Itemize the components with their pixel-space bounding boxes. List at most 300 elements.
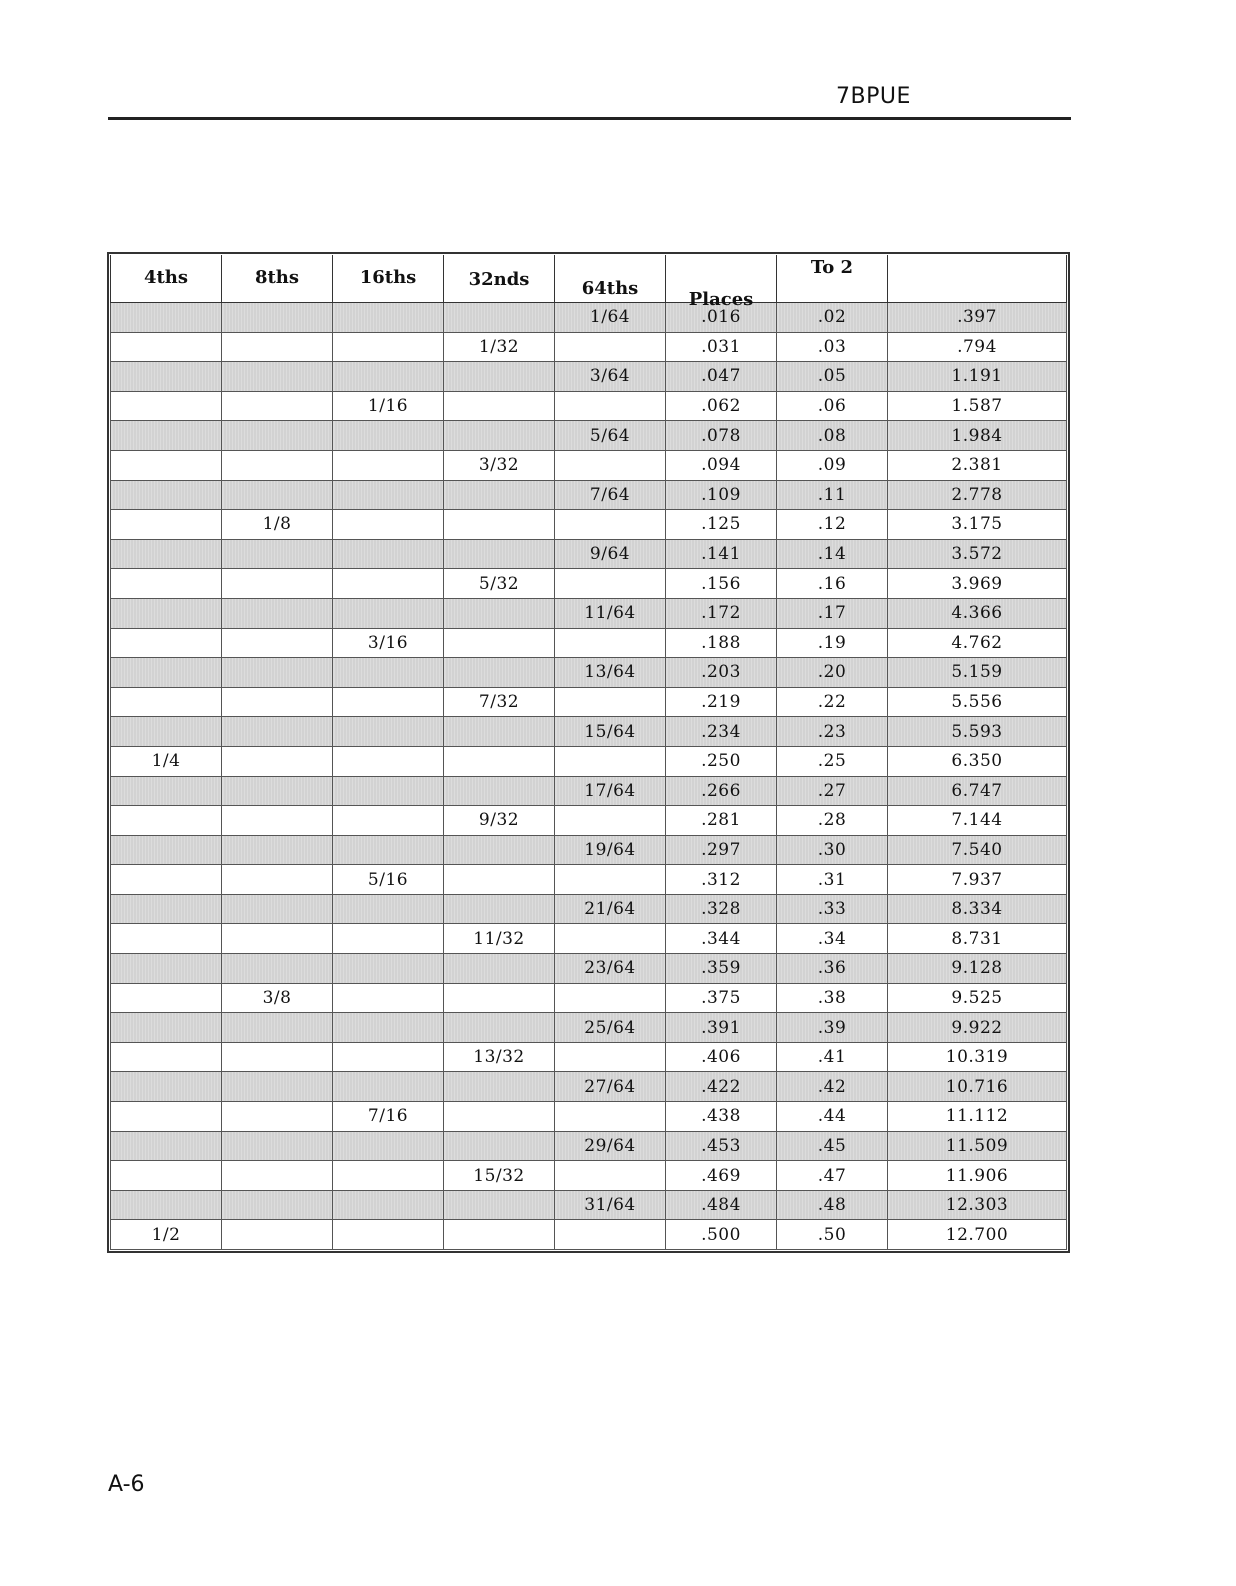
table-cell — [444, 510, 555, 540]
table-cell — [555, 924, 666, 954]
table-cell — [222, 776, 333, 806]
table-row — [111, 1161, 1067, 1191]
table-cell — [111, 894, 222, 924]
table-header-row — [111, 255, 1067, 303]
table-cell: 2.778 — [888, 480, 1067, 510]
table-cell — [333, 1190, 444, 1220]
table-cell — [222, 806, 333, 836]
table-cell — [333, 924, 444, 954]
table-cell — [444, 954, 555, 984]
table-cell: 9/32 — [444, 806, 555, 836]
table-cell: 7.937 — [888, 865, 1067, 895]
table-cell — [333, 539, 444, 569]
table-cell: .33 — [777, 894, 888, 924]
table-cell: 31/64 — [555, 1190, 666, 1220]
table-cell — [333, 954, 444, 984]
table-cell: .44 — [777, 1102, 888, 1132]
table-cell: 5/64 — [555, 421, 666, 451]
table-cell — [222, 1220, 333, 1250]
table-cell — [222, 450, 333, 480]
table-row — [111, 539, 1067, 569]
table-cell: .484 — [666, 1190, 777, 1220]
table-cell — [444, 362, 555, 392]
table-cell: .397 — [888, 303, 1067, 333]
table-cell: .453 — [666, 1131, 777, 1161]
table-row — [111, 717, 1067, 747]
table-cell — [444, 303, 555, 333]
table-cell: .266 — [666, 776, 777, 806]
table-cell — [333, 658, 444, 688]
table-cell: .45 — [777, 1131, 888, 1161]
table-cell: 1.984 — [888, 421, 1067, 451]
table-cell: 1/8 — [222, 510, 333, 540]
table-cell: .23 — [777, 717, 888, 747]
table-cell: .47 — [777, 1161, 888, 1191]
header-8ths: 8ths — [222, 255, 333, 303]
table-cell — [111, 569, 222, 599]
table-cell — [222, 539, 333, 569]
table-cell: .08 — [777, 421, 888, 451]
table-cell — [333, 835, 444, 865]
table-cell — [111, 628, 222, 658]
table-cell — [555, 332, 666, 362]
table-row — [111, 983, 1067, 1013]
table-cell: 11.906 — [888, 1161, 1067, 1191]
fraction-decimal-conversion-table — [110, 255, 1067, 1250]
table-cell — [111, 835, 222, 865]
header-to-2: To 2 — [777, 255, 888, 303]
table-cell: 12.303 — [888, 1190, 1067, 1220]
page-number-label: A-6 — [108, 1472, 145, 1497]
table-cell — [444, 717, 555, 747]
table-cell: 3/16 — [333, 628, 444, 658]
table-cell: .469 — [666, 1161, 777, 1191]
table-cell: 15/32 — [444, 1161, 555, 1191]
table-cell: 5/16 — [333, 865, 444, 895]
table-cell: .078 — [666, 421, 777, 451]
table-row — [111, 450, 1067, 480]
table-cell: 3/8 — [222, 983, 333, 1013]
table-cell — [222, 1131, 333, 1161]
table-cell: 21/64 — [555, 894, 666, 924]
table-cell — [222, 717, 333, 747]
table-cell — [444, 628, 555, 658]
table-cell: 5.556 — [888, 687, 1067, 717]
table-cell — [555, 569, 666, 599]
table-row — [111, 1220, 1067, 1250]
table-cell: 8.731 — [888, 924, 1067, 954]
table-cell — [333, 303, 444, 333]
table-cell — [444, 894, 555, 924]
table-cell: 7/64 — [555, 480, 666, 510]
table-cell: .31 — [777, 865, 888, 895]
table-cell — [222, 954, 333, 984]
table-cell: .359 — [666, 954, 777, 984]
table-cell — [222, 1190, 333, 1220]
table-cell: .794 — [888, 332, 1067, 362]
table-cell — [555, 1042, 666, 1072]
table-cell — [111, 362, 222, 392]
table-cell — [111, 658, 222, 688]
table-cell: .219 — [666, 687, 777, 717]
table-cell: .188 — [666, 628, 777, 658]
table-cell: 1/32 — [444, 332, 555, 362]
table-cell: .344 — [666, 924, 777, 954]
table-row — [111, 865, 1067, 895]
table-cell: 1.587 — [888, 391, 1067, 421]
table-cell: .16 — [777, 569, 888, 599]
table-cell — [333, 1042, 444, 1072]
table-cell — [444, 658, 555, 688]
table-cell: 10.319 — [888, 1042, 1067, 1072]
table-cell — [555, 1102, 666, 1132]
table-cell — [222, 865, 333, 895]
table-cell: 7.144 — [888, 806, 1067, 836]
table-cell — [333, 450, 444, 480]
table-cell: 7/32 — [444, 687, 555, 717]
table-cell: .109 — [666, 480, 777, 510]
table-row — [111, 658, 1067, 688]
table-cell: 1/16 — [333, 391, 444, 421]
table-cell: 4.762 — [888, 628, 1067, 658]
table-cell: 3/32 — [444, 450, 555, 480]
table-cell — [333, 480, 444, 510]
table-cell: .391 — [666, 1013, 777, 1043]
table-cell: .11 — [777, 480, 888, 510]
table-cell: 12.700 — [888, 1220, 1067, 1250]
table-cell: .047 — [666, 362, 777, 392]
table-cell: 13/32 — [444, 1042, 555, 1072]
table-cell — [555, 1220, 666, 1250]
table-row — [111, 1131, 1067, 1161]
table-cell — [222, 1042, 333, 1072]
table-cell: .02 — [777, 303, 888, 333]
table-cell — [111, 717, 222, 747]
table-row — [111, 628, 1067, 658]
table-cell — [111, 421, 222, 451]
table-cell: .27 — [777, 776, 888, 806]
table-cell: .50 — [777, 1220, 888, 1250]
table-cell — [222, 746, 333, 776]
table-cell — [333, 1072, 444, 1102]
table-cell: 7.540 — [888, 835, 1067, 865]
table-row — [111, 924, 1067, 954]
table-cell — [444, 865, 555, 895]
table-row — [111, 421, 1067, 451]
table-cell: .30 — [777, 835, 888, 865]
table-row — [111, 1042, 1067, 1072]
table-cell: .22 — [777, 687, 888, 717]
table-cell — [444, 391, 555, 421]
table-cell: 5.159 — [888, 658, 1067, 688]
table-row — [111, 598, 1067, 628]
table-cell: 6.747 — [888, 776, 1067, 806]
table-cell: .297 — [666, 835, 777, 865]
table-cell — [222, 894, 333, 924]
header-64ths: 64ths — [555, 255, 666, 303]
header-16ths: 16ths — [333, 255, 444, 303]
table-cell — [444, 1190, 555, 1220]
table-cell — [555, 391, 666, 421]
conversion-table-frame — [107, 252, 1070, 1253]
table-cell — [444, 1072, 555, 1102]
table-cell: .312 — [666, 865, 777, 895]
table-cell — [111, 450, 222, 480]
header-4ths: 4ths — [111, 255, 222, 303]
table-cell — [222, 569, 333, 599]
table-cell — [333, 1013, 444, 1043]
table-cell: .281 — [666, 806, 777, 836]
table-cell: .20 — [777, 658, 888, 688]
table-cell — [444, 421, 555, 451]
table-cell: 1.191 — [888, 362, 1067, 392]
table-cell — [333, 776, 444, 806]
table-cell — [333, 332, 444, 362]
table-cell: .09 — [777, 450, 888, 480]
table-cell — [444, 835, 555, 865]
table-cell — [333, 1220, 444, 1250]
table-cell: .05 — [777, 362, 888, 392]
table-cell: .500 — [666, 1220, 777, 1250]
table-cell — [222, 1013, 333, 1043]
table-cell — [222, 480, 333, 510]
table-cell: 3.175 — [888, 510, 1067, 540]
table-row — [111, 806, 1067, 836]
table-cell: .03 — [777, 332, 888, 362]
table-cell — [111, 806, 222, 836]
table-cell — [111, 1013, 222, 1043]
table-cell: .34 — [777, 924, 888, 954]
table-cell — [222, 598, 333, 628]
table-cell: 25/64 — [555, 1013, 666, 1043]
table-cell: .062 — [666, 391, 777, 421]
table-cell — [333, 806, 444, 836]
table-row — [111, 569, 1067, 599]
table-row — [111, 510, 1067, 540]
table-cell: 17/64 — [555, 776, 666, 806]
table-cell: 8.334 — [888, 894, 1067, 924]
table-row — [111, 746, 1067, 776]
table-cell: .28 — [777, 806, 888, 836]
table-cell: 2.381 — [888, 450, 1067, 480]
table-cell — [555, 628, 666, 658]
table-cell — [111, 1102, 222, 1132]
table-cell: .06 — [777, 391, 888, 421]
table-cell: 9.922 — [888, 1013, 1067, 1043]
table-cell — [444, 1102, 555, 1132]
table-row — [111, 687, 1067, 717]
table-cell — [222, 628, 333, 658]
table-cell — [333, 746, 444, 776]
table-cell: 3.969 — [888, 569, 1067, 599]
table-row — [111, 1190, 1067, 1220]
table-cell — [333, 894, 444, 924]
table-cell: 1/4 — [111, 746, 222, 776]
table-cell: .203 — [666, 658, 777, 688]
table-cell — [111, 1072, 222, 1102]
table-cell — [111, 391, 222, 421]
table-cell — [333, 1161, 444, 1191]
table-cell: .172 — [666, 598, 777, 628]
table-cell: .234 — [666, 717, 777, 747]
table-cell — [444, 776, 555, 806]
table-cell: 1/2 — [111, 1220, 222, 1250]
table-cell — [111, 332, 222, 362]
table-row — [111, 954, 1067, 984]
table-cell: 11/32 — [444, 924, 555, 954]
table-row — [111, 391, 1067, 421]
table-cell — [555, 865, 666, 895]
table-row — [111, 776, 1067, 806]
header-32nds: 32nds — [444, 255, 555, 303]
table-cell — [555, 687, 666, 717]
table-cell: .094 — [666, 450, 777, 480]
table-cell — [333, 1131, 444, 1161]
table-cell — [333, 687, 444, 717]
table-cell: .156 — [666, 569, 777, 599]
header-rule — [108, 117, 1071, 120]
table-cell — [222, 391, 333, 421]
header-places: Places — [666, 255, 777, 303]
table-cell — [444, 1013, 555, 1043]
table-cell: .12 — [777, 510, 888, 540]
table-row — [111, 362, 1067, 392]
table-cell: .17 — [777, 598, 888, 628]
table-cell: 19/64 — [555, 835, 666, 865]
table-row — [111, 894, 1067, 924]
table-cell: .438 — [666, 1102, 777, 1132]
table-cell — [222, 1161, 333, 1191]
table-cell — [333, 598, 444, 628]
table-cell: 23/64 — [555, 954, 666, 984]
table-cell — [111, 924, 222, 954]
page-header-title: 7BPUE — [836, 84, 911, 109]
table-cell: 5/32 — [444, 569, 555, 599]
table-cell: .36 — [777, 954, 888, 984]
table-cell: .328 — [666, 894, 777, 924]
table-cell — [444, 1220, 555, 1250]
table-cell: .39 — [777, 1013, 888, 1043]
table-row — [111, 1102, 1067, 1132]
table-cell: 27/64 — [555, 1072, 666, 1102]
table-cell: 29/64 — [555, 1131, 666, 1161]
table-row — [111, 303, 1067, 333]
table-cell — [333, 362, 444, 392]
table-cell — [555, 806, 666, 836]
table-cell: 5.593 — [888, 717, 1067, 747]
table-cell: .422 — [666, 1072, 777, 1102]
table-cell — [222, 303, 333, 333]
table-cell — [111, 983, 222, 1013]
table-cell — [111, 687, 222, 717]
table-cell — [111, 480, 222, 510]
table-cell — [444, 983, 555, 1013]
table-cell: .25 — [777, 746, 888, 776]
table-cell — [111, 1131, 222, 1161]
table-row — [111, 480, 1067, 510]
table-cell: 1/64 — [555, 303, 666, 333]
table-cell — [111, 510, 222, 540]
table-cell — [555, 510, 666, 540]
table-cell — [222, 658, 333, 688]
table-cell — [555, 746, 666, 776]
table-row — [111, 1072, 1067, 1102]
table-cell — [333, 421, 444, 451]
table-cell — [333, 569, 444, 599]
table-cell — [222, 1072, 333, 1102]
table-cell — [111, 598, 222, 628]
table-row — [111, 835, 1067, 865]
table-cell — [222, 835, 333, 865]
table-cell: 15/64 — [555, 717, 666, 747]
table-cell — [444, 539, 555, 569]
table-cell — [222, 362, 333, 392]
table-cell: .38 — [777, 983, 888, 1013]
table-cell: .141 — [666, 539, 777, 569]
table-cell: .19 — [777, 628, 888, 658]
table-cell: .016 — [666, 303, 777, 333]
table-cell: 9.525 — [888, 983, 1067, 1013]
table-cell: .41 — [777, 1042, 888, 1072]
table-cell — [111, 954, 222, 984]
table-cell: 11.509 — [888, 1131, 1067, 1161]
table-cell — [111, 776, 222, 806]
table-cell: .250 — [666, 746, 777, 776]
table-cell: 4.366 — [888, 598, 1067, 628]
table-cell — [444, 480, 555, 510]
table-cell — [222, 687, 333, 717]
table-cell — [555, 450, 666, 480]
table-cell — [111, 1042, 222, 1072]
table-cell — [333, 983, 444, 1013]
table-cell: .375 — [666, 983, 777, 1013]
table-cell — [111, 865, 222, 895]
header-blank — [888, 255, 1067, 303]
table-cell — [444, 1131, 555, 1161]
table-cell: .14 — [777, 539, 888, 569]
table-cell: 6.350 — [888, 746, 1067, 776]
table-cell — [111, 303, 222, 333]
table-cell — [111, 539, 222, 569]
table-cell: 3.572 — [888, 539, 1067, 569]
table-cell — [333, 510, 444, 540]
table-cell: .48 — [777, 1190, 888, 1220]
table-cell — [333, 717, 444, 747]
table-cell — [111, 1190, 222, 1220]
table-cell — [111, 1161, 222, 1191]
table-cell: .42 — [777, 1072, 888, 1102]
table-cell — [222, 1102, 333, 1132]
table-cell: 11.112 — [888, 1102, 1067, 1132]
table-cell: 3/64 — [555, 362, 666, 392]
table-cell — [222, 421, 333, 451]
table-cell — [444, 598, 555, 628]
table-row — [111, 332, 1067, 362]
table-cell — [222, 332, 333, 362]
table-cell: .125 — [666, 510, 777, 540]
table-cell: 9/64 — [555, 539, 666, 569]
table-body — [111, 303, 1067, 1250]
table-cell — [222, 924, 333, 954]
table-cell: 13/64 — [555, 658, 666, 688]
table-cell: .406 — [666, 1042, 777, 1072]
table-cell: 7/16 — [333, 1102, 444, 1132]
table-cell — [555, 983, 666, 1013]
table-cell — [444, 746, 555, 776]
table-row — [111, 1013, 1067, 1043]
table-cell: 10.716 — [888, 1072, 1067, 1102]
table-cell: 9.128 — [888, 954, 1067, 984]
